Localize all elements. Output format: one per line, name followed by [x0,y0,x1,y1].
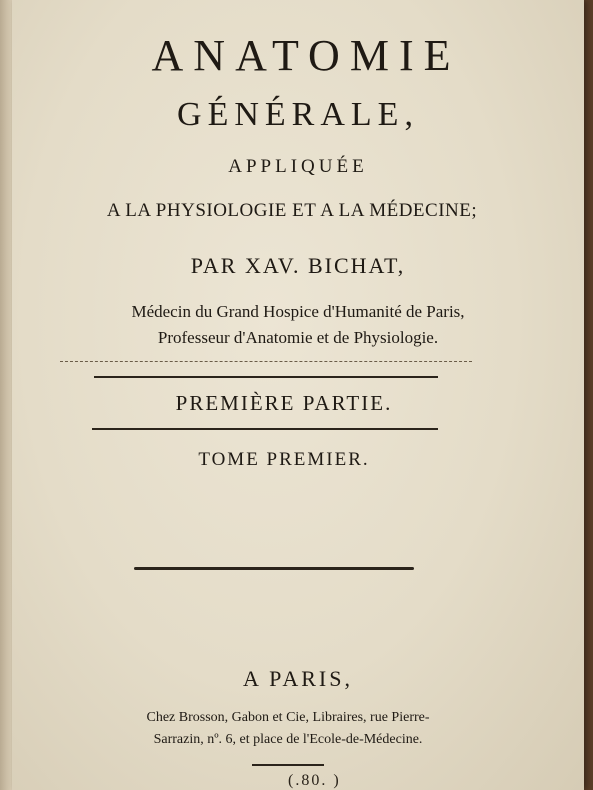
book-subtitle: GÉNÉRALE, [177,96,419,133]
author-role-2: Professeur d'Anatomie et de Physiologie. [157,328,439,347]
author-line: PAR XAV. BICHAT, [190,253,406,278]
dotted-rule [60,361,472,362]
imprint-city: A PARIS, [242,666,353,691]
bottom-rule [252,764,324,766]
book-title: ANATOMIE [151,31,461,80]
applied-line: APPLIQUÉE [228,156,368,177]
middle-rule [92,428,438,430]
volume-heading: TOME PREMIER. [198,449,370,470]
part-heading: PREMIÈRE PARTIE. [175,391,393,415]
imprint-publisher-2: Sarrazin, nº. 6, et place de l'Ecole-de-Médecine. [153,732,423,747]
author-role-1: Médecin du Grand Hospice d'Humanité de Paris, [131,302,465,321]
title-page [12,0,584,790]
year-fragment: (.80. ) [288,772,341,789]
upper-rule [94,376,438,378]
imprint-publisher-1: Chez Brosson, Gabon et Cie, Libraires, rue Pierre- [146,710,430,725]
field-line: A LA PHYSIOLOGIE ET A LA MÉDECINE; [106,200,478,221]
ornamental-rule [134,567,414,570]
